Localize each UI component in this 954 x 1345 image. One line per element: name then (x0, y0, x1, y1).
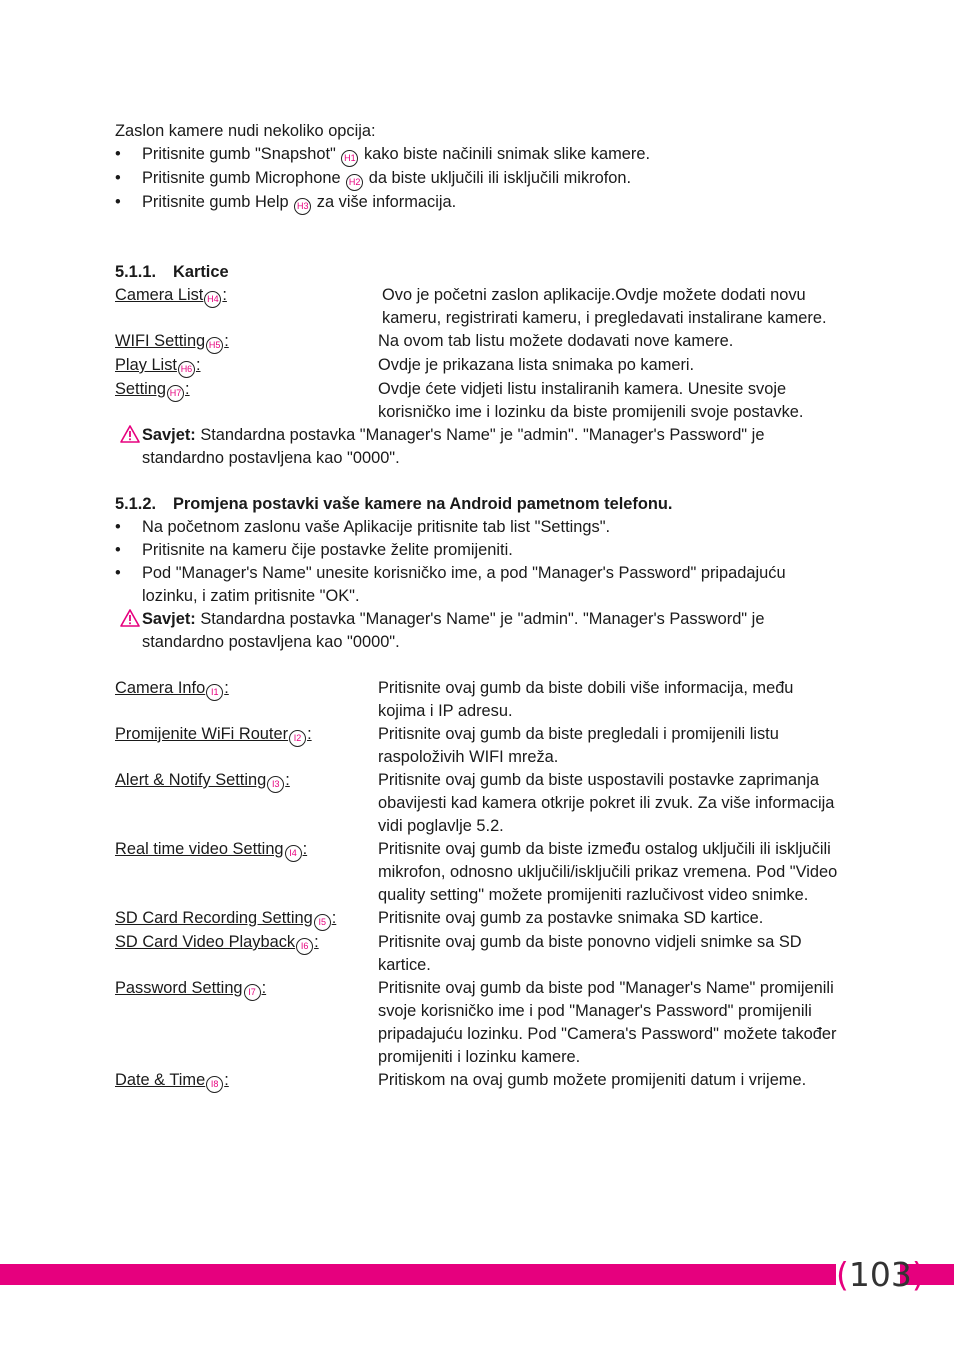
callout-badge-i5: I5 (314, 914, 331, 931)
tab-row-camera-list: Camera List H4 : Ovo je početni zaslon aplikacije.Ovdje možete dodati novu kameru, registrirati kameru, i pregledavati instalirane kamere. (115, 284, 845, 330)
setting-description: Pritisnite ovaj gumb da biste između ostalog uključili ili isključili mikrofon, odnosno uključili/isključili prikaz vremena. Pod "Video quality setting" možete promijeniti razlučivost video snimke. (378, 840, 838, 904)
callout-badge-h1: H1 (341, 150, 358, 167)
bullet-item: • Pod "Manager's Name" unesite korisničko ime, a pod "Manager's Password" pripadajuću lozinku, i zatim pritisnite "OK". (115, 562, 845, 608)
setting-label: Alert & Notify Setting (115, 771, 267, 789)
document-page (115, 120, 845, 1093)
tip-note (115, 424, 845, 470)
tab-label: Camera List (115, 286, 204, 304)
tab-label: Play List (115, 356, 177, 374)
setting-row-camera-info: Camera Info I1 : Pritisnite ovaj gumb da biste dobili više informacija, među kojima i IP adresu. (115, 677, 845, 723)
callout-badge-i8: I8 (206, 1076, 223, 1093)
bullet-item: • Pritisnite na kameru čije postavke želite promijeniti. (115, 539, 845, 562)
setting-row-wifi-router: Promijenite WiFi Router I2 : Pritisnite ovaj gumb da biste pregledali i promijenili listu raspoloživih WIFI mreža. (115, 723, 845, 769)
tip-text: Standardna postavka "Manager's Name" je "admin". "Manager's Password" je standardno postavljena kao "0000". (142, 610, 765, 651)
callout-badge-h6: H6 (178, 361, 195, 378)
tab-row-play-list: Play List H6 : Ovdje je prikazana lista snimaka po kameri. (115, 354, 845, 378)
bullet-item: • Pritisnite gumb "Snapshot" H1 kako biste načinili snimak slike kamere. (115, 143, 845, 167)
setting-label: Camera Info (115, 679, 206, 697)
setting-row-password: Password Setting I7 : Pritisnite ovaj gumb da biste pod "Manager's Name" promijenili svoje korisničko ime i pod "Manager's Password" promijenili pripadajuću lozinku. Pod "Camera's Password" možete također promijeniti i lozinku kamere. (115, 977, 845, 1069)
callout-badge-i4: I4 (285, 845, 302, 862)
tab-description: Ovdje ćete vidjeti listu instaliranih kamera. Unesite svoje korisničko ime i lozinku da biste promijenili svoje postavke. (378, 380, 804, 421)
intro-text: Zaslon kamere nudi nekoliko opcija: (115, 122, 376, 140)
bullet-item: • Pritisnite gumb Help H3 za više informacija. (115, 191, 845, 215)
tab-description: Ovo je početni zaslon aplikacije.Ovdje možete dodati novu kameru, registrirati kameru, i pregledavati instalirane kamere. (382, 286, 827, 327)
section-heading-5-1-2: 5.1.2. Promjena postavki vaše kamere na Android pametnom telefonu. (115, 495, 673, 513)
setting-row-real-time-video: Real time video Setting I4 : Pritisnite ovaj gumb da biste između ostalog uključili ili isključili mikrofon, odnosno uključili/isključili prikaz vremena. Pod "Video quality setting" možete promijeniti razlučivost video snimke. (115, 838, 845, 907)
setting-label: Promijenite WiFi Router (115, 725, 289, 743)
setting-label: Real time video Setting (115, 840, 284, 858)
setting-row-sd-playback: SD Card Video Playback I6 : Pritisnite ovaj gumb da biste ponovno vidjeli snimke sa SD kartice. (115, 931, 845, 977)
setting-description: Pritisnite ovaj gumb da biste dobili više informacija, među kojima i IP adresu. (378, 679, 794, 720)
page-number: (103 (836, 1255, 912, 1294)
callout-badge-i7: I7 (244, 984, 261, 1001)
tab-row-wifi-setting: WIFI Setting H5 : Na ovom tab listu možete dodavati nove kamere. (115, 330, 845, 354)
setting-description: Pritisnite ovaj gumb da biste uspostavili postavke zaprimanja obavijesti kad kamera otkrije pokret ili zvuk. Za više informacija vidi poglavlje 5.2. (378, 771, 835, 835)
callout-badge-h5: H5 (206, 337, 223, 354)
setting-row-alert-notify: Alert & Notify Setting I3 : Pritisnite ovaj gumb da biste uspostavili postavke zaprimanja obavijesti kad kamera otkrije pokret ili zvuk. Za više informacija vidi poglavlje 5.2. (115, 769, 845, 838)
bullet-item: • Pritisnite gumb Microphone H2 da biste uključili ili isključili mikrofon. (115, 167, 845, 191)
setting-label: Date & Time (115, 1071, 206, 1089)
tip-label: Savjet: (142, 426, 196, 444)
callout-badge-h7: H7 (167, 385, 184, 402)
setting-description: Pritisnite ovaj gumb da biste pod "Manager's Name" promijenili svoje korisničko ime i pod "Manager's Password" promijenili pripadajuću lozinku. Pod "Camera's Password" možete također promijeniti i lozinku kamere. (378, 979, 837, 1066)
bullet-item: • Na početnom zaslonu vaše Aplikacije pritisnite tab list "Settings". (115, 516, 845, 539)
setting-description: Pritisnite ovaj gumb da biste pregledali i promijenili listu raspoloživih WIFI mreža. (378, 725, 779, 766)
setting-label: SD Card Recording Setting (115, 909, 313, 927)
callout-badge-h4: H4 (204, 291, 221, 308)
setting-description: Pritiskom na ovaj gumb možete promijeniti datum i vrijeme. (378, 1071, 807, 1089)
tip-note (115, 608, 845, 654)
callout-badge-i2: I2 (289, 730, 306, 747)
setting-row-date-time: Date & Time I8 : Pritiskom na ovaj gumb možete promijeniti datum i vrijeme. (115, 1069, 845, 1093)
setting-label: Password Setting (115, 979, 243, 997)
tab-description: Na ovom tab listu možete dodavati nove kamere. (378, 332, 734, 350)
tab-row-setting: Setting H7 : Ovdje ćete vidjeti listu instaliranih kamera. Unesite svoje korisničko ime i lozinku da biste promijenili svoje postavke. (115, 378, 845, 424)
tab-label: WIFI Setting (115, 332, 206, 350)
tip-label: Savjet: (142, 610, 196, 628)
warning-icon (120, 609, 140, 627)
section-heading-5-1-1: 5.1.1. Kartice (115, 263, 229, 281)
setting-description: Pritisnite ovaj gumb da biste ponovno vidjeli snimke sa SD kartice. (378, 933, 802, 974)
callout-badge-h3: H3 (294, 198, 311, 215)
tab-description: Ovdje je prikazana lista snimaka po kameri. (378, 356, 695, 374)
footer-bar (0, 1264, 954, 1285)
callout-badge-i3: I3 (267, 776, 284, 793)
tip-text: Standardna postavka "Manager's Name" je "admin". "Manager's Password" je standardno postavljena kao "0000". (142, 426, 765, 467)
setting-description: Pritisnite ovaj gumb za postavke snimaka SD kartice. (378, 909, 764, 927)
callout-badge-i1: I1 (206, 684, 223, 701)
warning-icon (120, 425, 140, 443)
setting-label: SD Card Video Playback (115, 933, 296, 951)
tab-label: Setting (115, 380, 167, 398)
callout-badge-h2: H2 (346, 174, 363, 191)
callout-badge-i6: I6 (296, 938, 313, 955)
setting-row-sd-recording: SD Card Recording Setting I5 : Pritisnite ovaj gumb za postavke snimaka SD kartice. (115, 907, 845, 931)
